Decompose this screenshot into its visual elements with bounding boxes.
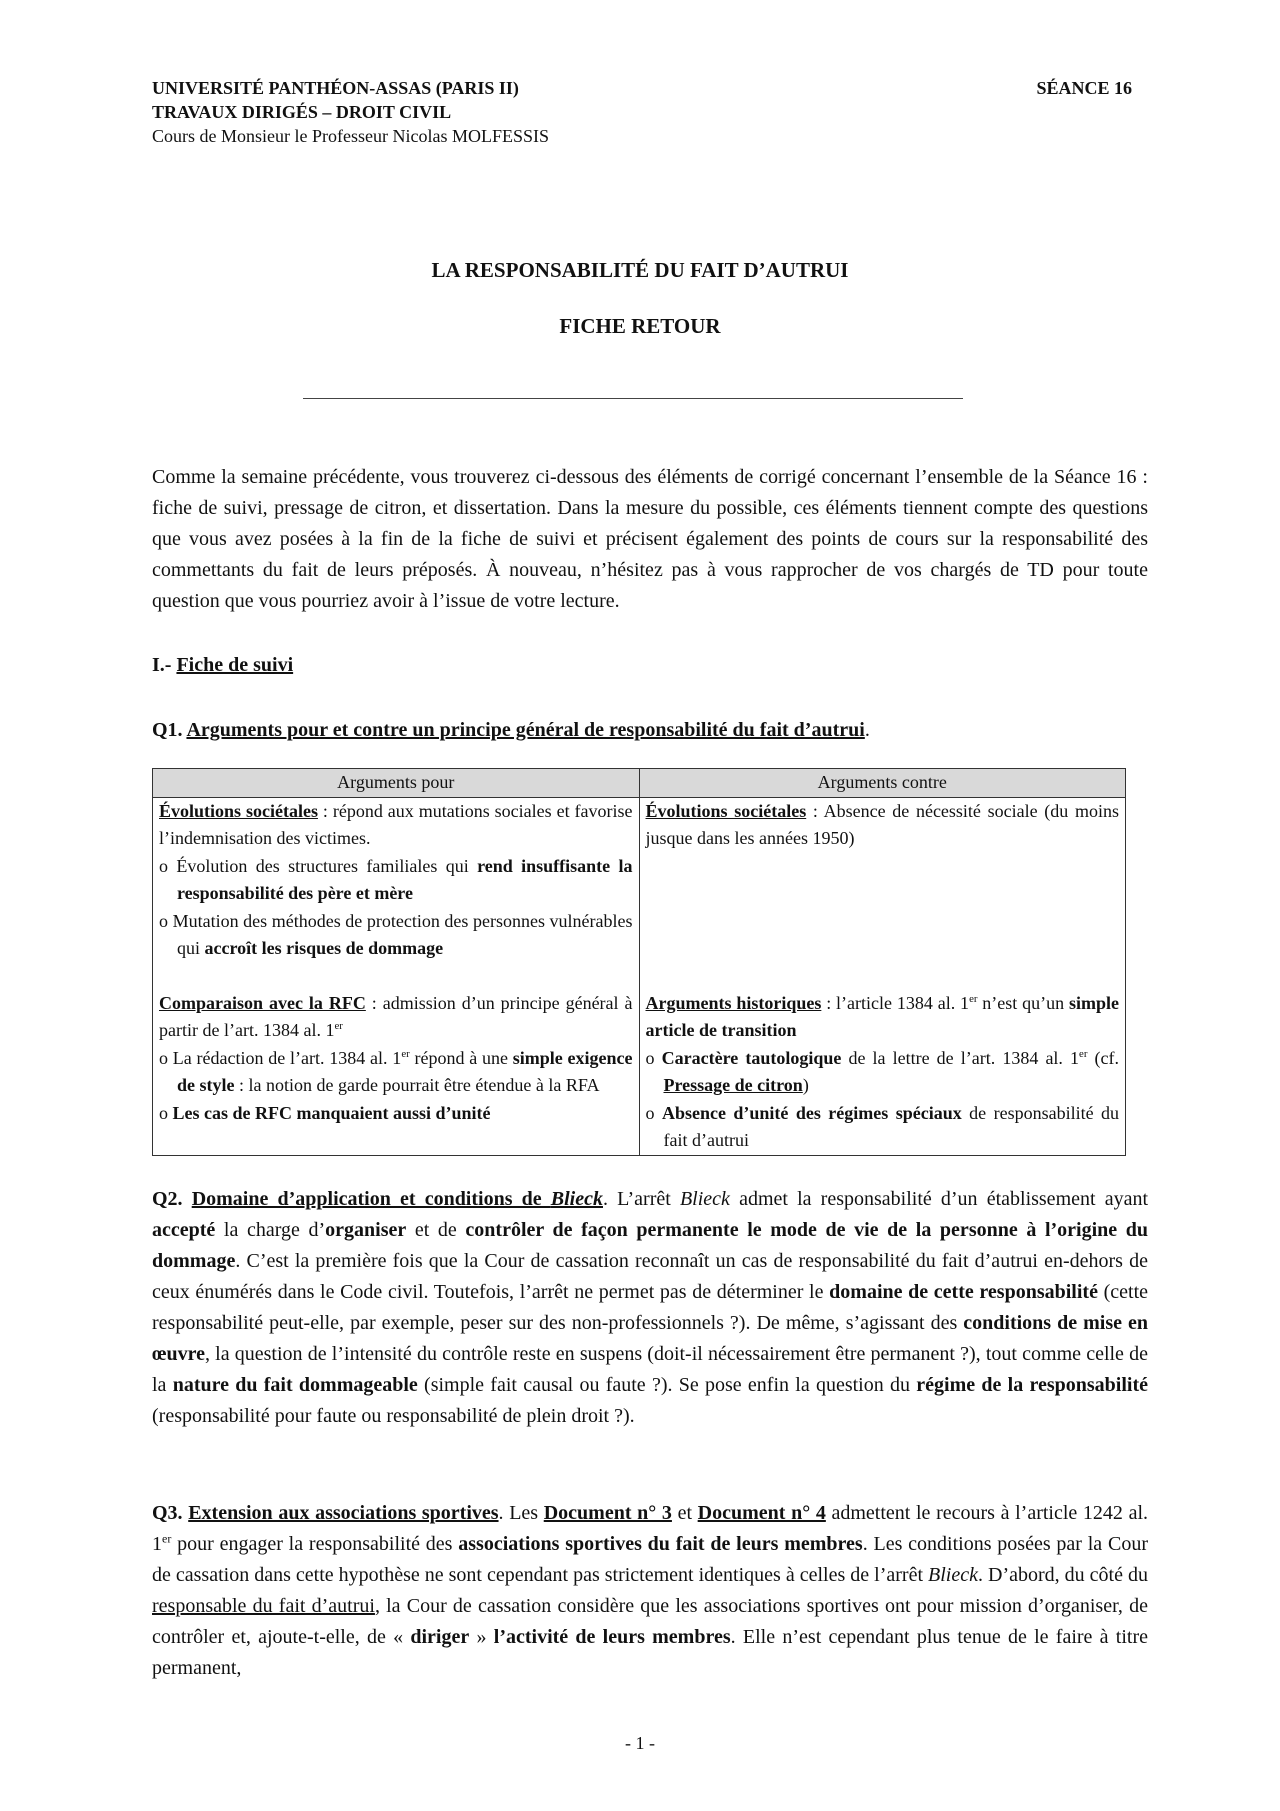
bold-text: organiser — [325, 1219, 407, 1241]
text-run: » — [469, 1626, 494, 1648]
text-run: ) — [802, 1075, 809, 1095]
text-run: . Elle n’est cependant plus tenue de le faire à titre permanent, — [152, 1626, 1149, 1679]
bold-text: Q2. — [152, 1188, 192, 1210]
text-run: o — [159, 1102, 173, 1123]
text-run: er — [334, 1020, 343, 1032]
text-run: admettent le recours à l’article 1242 al. 1 — [152, 1502, 1149, 1555]
bold-text: domaine de cette responsabilité — [829, 1281, 1098, 1303]
text-run: de la lettre de l’art. 1384 al. 1 — [841, 1047, 1080, 1068]
underlined-text: Évolutions sociétales — [645, 800, 807, 821]
column-header-pour: Arguments pour — [153, 769, 640, 798]
question-1-heading — [152, 715, 1148, 746]
text-run: Blieck — [679, 1188, 730, 1210]
column-header-contre: Arguments contre — [639, 769, 1126, 798]
text-run: o — [159, 855, 177, 876]
bold-text: nature du fait dommageable — [172, 1374, 418, 1396]
arguments-table — [152, 768, 1126, 1156]
section-heading-fiche-de-suivi — [152, 650, 1148, 681]
underlined-text: Comparaison avec la RFC — [159, 992, 366, 1013]
bullet-item — [159, 1045, 633, 1100]
text-run: : l’article 1384 al. 1 — [821, 992, 970, 1013]
text-run: . C’est la première fois que la Cour de cassation reconnaît un cas de responsabilité du fait d’autrui en-dehors de ceux énumérés dans le Code civil. Toutefois, l’arrêt ne permet pas de déterminer le — [152, 1250, 1148, 1303]
bold-text: simple article de transition — [645, 992, 1119, 1040]
bold-text: I.- — [152, 654, 177, 676]
bold-text: Q1. — [152, 719, 187, 741]
cell-pour-rfc — [153, 990, 640, 1156]
text-run: Blieck — [928, 1564, 978, 1586]
cell-lead — [159, 990, 633, 1045]
text-run: , la question de l’intensité du contrôle reste en suspens (doit-il nécessairement être permanent ?), tout comme celle de la — [152, 1343, 1148, 1396]
bullet-item — [646, 1100, 1120, 1155]
underlined-text: Évolutions sociétales — [159, 800, 318, 821]
text-run: la charge d’ — [215, 1219, 326, 1241]
bold-text: Les cas de RFC manquaient aussi d’unité — [172, 1102, 491, 1123]
text-run: (cette responsabilité peut-elle, par exemple, peser sur des non-professionnels ?). De même, s’agissant des — [152, 1281, 1149, 1334]
text-run: Mutation des méthodes de protection des personnes vulnérables qui — [172, 910, 633, 958]
bullet-item — [159, 908, 633, 963]
text-run: , la Cour de cassation considère que les associations sportives ont pour mission d’organiser, de contrôler et, ajoute-t-elle, de « — [152, 1595, 1148, 1648]
text-run: o — [645, 1047, 662, 1068]
underlined-text: responsable du fait d’autrui — [152, 1595, 375, 1617]
text-run: La rédaction de l’art. 1384 al. 1 — [172, 1047, 402, 1068]
text-run: o — [159, 910, 173, 931]
underlined-text: Document n° 4 — [697, 1502, 826, 1524]
text-run: er — [969, 992, 978, 1005]
bold-text: simple exigence de style — [177, 1047, 633, 1095]
underlined-text: Pressage de citron — [663, 1075, 803, 1095]
text-run: Évolution des structures familiales qui — [176, 855, 478, 876]
intro-paragraph — [152, 462, 1148, 617]
course-type: TRAVAUX DIRIGÉS – DROIT CIVIL — [152, 102, 452, 122]
bold-text: Q3. — [152, 1502, 189, 1524]
document-subtitle: FICHE RETOUR — [559, 314, 721, 338]
underlined-text: Blieck — [550, 1188, 603, 1210]
cell-lead — [646, 990, 1120, 1045]
text-run: : la notion de garde pourrait être étendue à la RFA — [234, 1075, 600, 1095]
bullet-item — [159, 1100, 633, 1128]
question-2-paragraph — [152, 1184, 1148, 1432]
bold-text: accroît les risques de dommage — [204, 938, 444, 958]
document-title: LA RESPONSABILITÉ DU FAIT D’AUTRUI — [431, 258, 849, 282]
text-run: admet la responsabilité d’un établissement ayant — [729, 1188, 1149, 1210]
table-row-spacer — [153, 963, 1126, 990]
text-run: et de — [406, 1219, 466, 1241]
underlined-text: Document n° 3 — [543, 1502, 672, 1524]
table-header-row — [153, 769, 1126, 798]
text-run: n’est qu’un — [977, 992, 1069, 1013]
text-run: (responsabilité pour faute ou responsabilité de plein droit ?). — [152, 1405, 635, 1427]
text-run: et — [671, 1502, 698, 1524]
text-run: . — [864, 719, 870, 741]
bullet-item — [646, 1045, 1120, 1100]
bold-text: Caractère tautologique — [661, 1047, 842, 1068]
bullet-item — [159, 853, 633, 908]
cell-contre-historique — [639, 990, 1126, 1156]
cell-pour-societal — [153, 797, 640, 963]
bold-text: l’activité de leurs membres — [493, 1626, 731, 1648]
text-run: . Les conditions posées par la Cour de cassation dans cette hypothèse ne sont cependant pas strictement identiques à celles de l’arrêt — [152, 1533, 1148, 1586]
table-row — [153, 990, 1126, 1156]
underlined-text: Extension aux associations sportives — [188, 1502, 499, 1524]
cell-lead — [646, 798, 1120, 853]
bold-text: conditions de mise en œuvre — [152, 1312, 1148, 1365]
bold-text: contrôler de façon permanente le mode de vie de la personne à l’origine du dommage — [152, 1219, 1149, 1272]
bold-text: associations sportives du fait de leurs membres — [458, 1533, 863, 1555]
page-number: - 1 - — [625, 1733, 655, 1753]
text-run: o — [645, 1102, 662, 1123]
text-run: : répond aux mutations sociales et favorise l’indemnisation des victimes. — [159, 800, 633, 848]
text-run: o — [159, 1047, 173, 1068]
text-run: er — [162, 1531, 172, 1546]
cell-contre-societal — [639, 797, 1126, 963]
professor-line: Cours de Monsieur le Professeur Nicolas MOLFESSIS — [152, 126, 549, 146]
text-run: de responsabilité du fait d’autrui — [663, 1102, 1120, 1150]
text-run: : admission d’un principe général à partir de l’art. 1384 al. 1 — [159, 992, 633, 1040]
underlined-text: Arguments historiques — [645, 992, 822, 1013]
bold-text: Absence d’unité des régimes spéciaux — [661, 1102, 962, 1123]
bold-text: rend insuffisante la responsabilité des père et mère — [177, 855, 633, 903]
title-divider — [303, 398, 963, 399]
bold-text: diriger — [410, 1626, 470, 1648]
text-run: . Les — [498, 1502, 544, 1524]
question-3-paragraph — [152, 1498, 1148, 1684]
text-run: répond à une — [409, 1047, 513, 1068]
text-run: er — [401, 1047, 410, 1060]
session-label: SÉANCE 16 — [1036, 78, 1132, 98]
text-run: . D’abord, du côté du — [978, 1564, 1149, 1586]
text-run: Comme la semaine précédente, vous trouverez ci-dessous des éléments de corrigé concernant l’ensemble de la Séance 16 : fiche de suivi, pressage de citron, et dissertation. Dans la mesure du possible, ces éléments tiennent compte des questions que vous avez posées à la fin de la fiche de suivi et précisent également des points de cours sur la responsabilité des commettants du fait de leurs préposés. À nouveau, n’hésitez pas à vous rapprocher de vos chargés de TD pour toute question que vous pourriez avoir à l’issue de votre lecture. — [152, 466, 1148, 612]
underlined-text: Arguments pour et contre un principe général de responsabilité du fait d’autrui — [186, 719, 865, 741]
university-name: UNIVERSITÉ PANTHÉON-ASSAS (PARIS II) — [152, 78, 519, 98]
text-run: . L’arrêt — [603, 1188, 680, 1210]
underlined-text: Domaine d’application et conditions de — [191, 1188, 551, 1210]
cell-lead — [159, 798, 633, 853]
text-run: er — [1079, 1047, 1088, 1060]
text-run: pour engager la responsabilité des — [171, 1533, 459, 1555]
bold-text: accepté — [152, 1219, 216, 1241]
underlined-text: Fiche de suivi — [176, 654, 294, 676]
bold-text: régime de la responsabilité — [916, 1374, 1148, 1396]
text-run: : Absence de nécessité sociale (du moins jusque dans les années 1950) — [645, 800, 1119, 848]
text-run: (cf. — [1087, 1047, 1119, 1068]
table-row — [153, 797, 1126, 963]
text-run: (simple fait causal ou faute ?). Se pose enfin la question du — [417, 1374, 917, 1396]
